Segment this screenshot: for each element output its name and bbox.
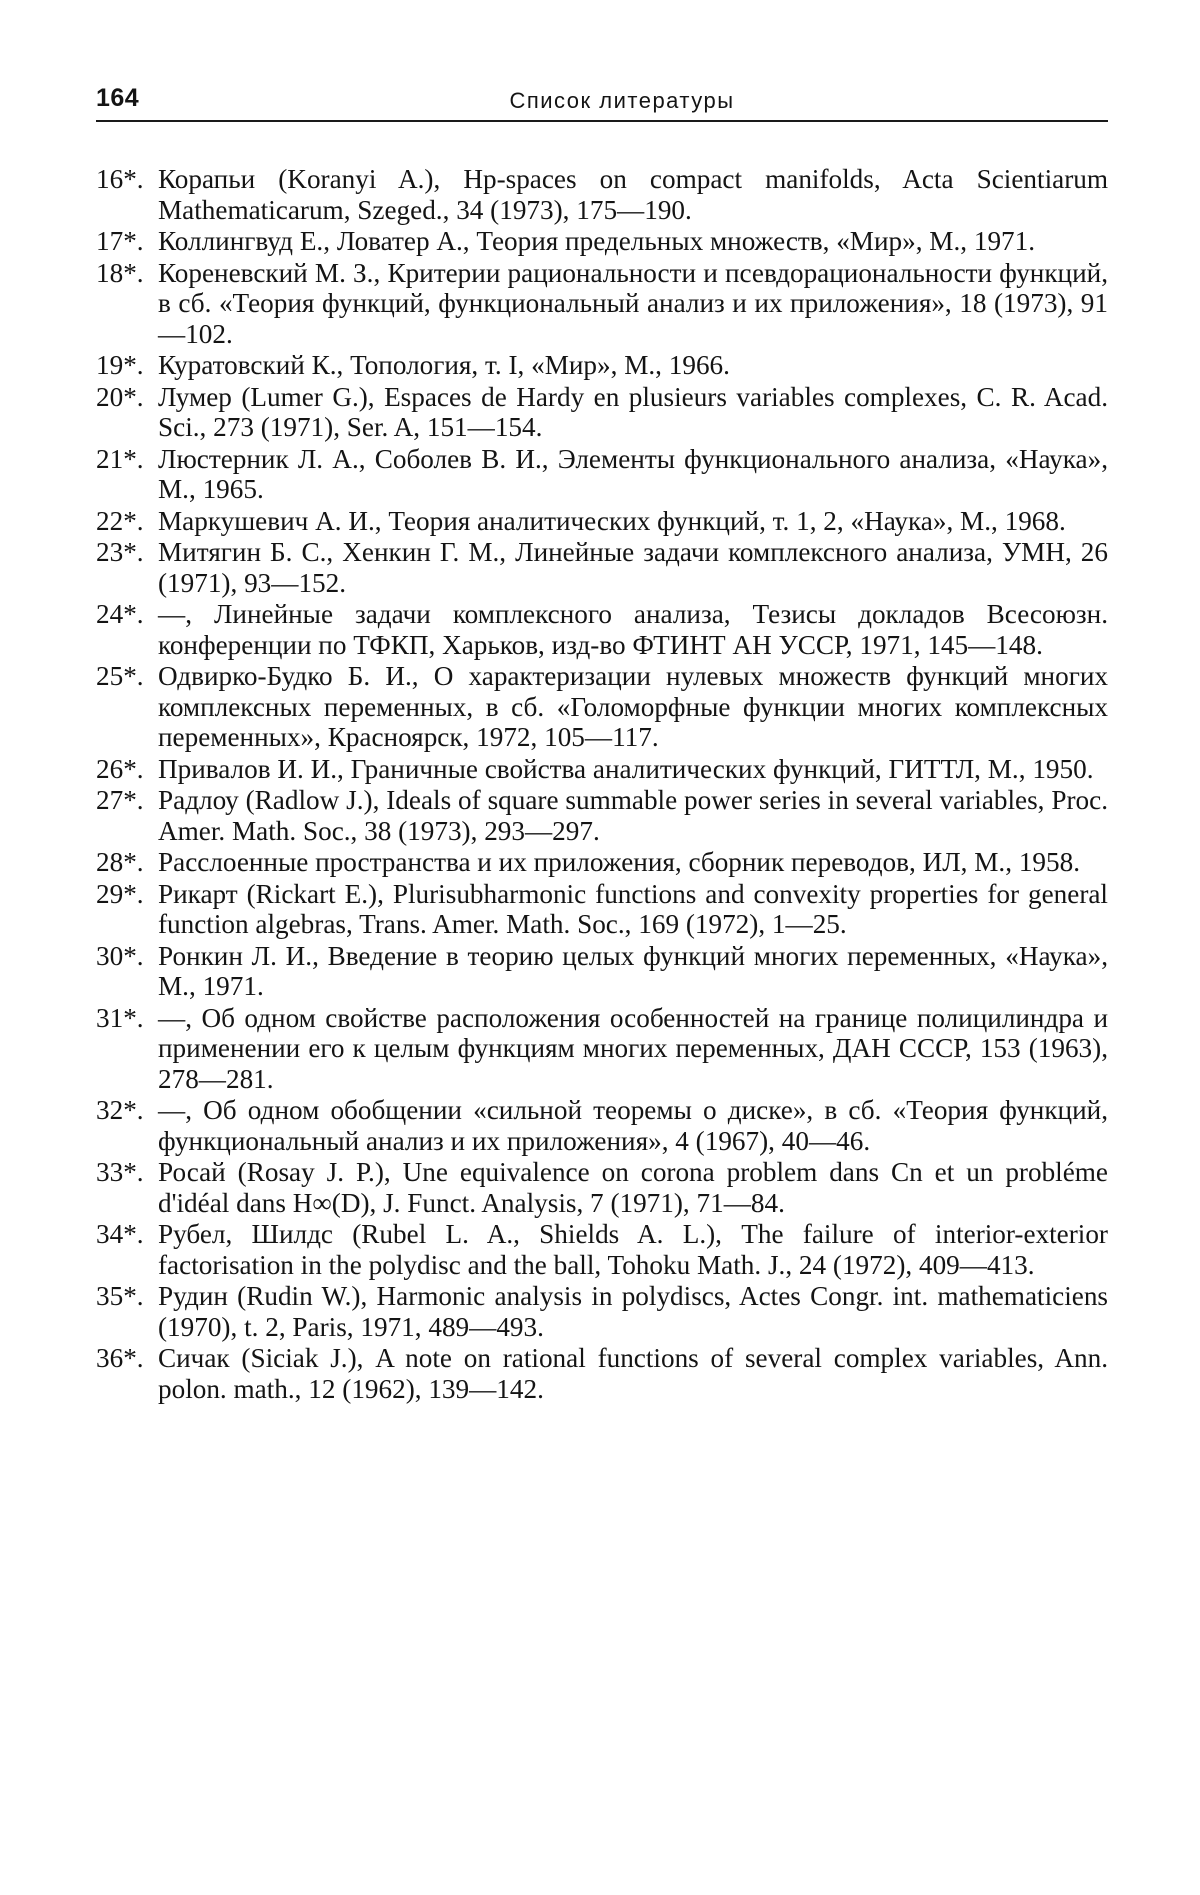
reference-text: Люстерник Л. А., Соболев В. И., Элементы функционального анализа, «Наука», М., 1965. [158,443,1108,504]
reference-text: Кореневский М. З., Критерии рациональности и псевдорациональности функций, в сб. «Теория функций, функциональный анализ и их приложения», 18 (1973), 91—102. [158,257,1108,349]
reference-number: 36*. [96,1343,144,1373]
reference-entry [96,1343,1108,1404]
reference-number: 32*. [96,1095,144,1125]
reference-entry [96,258,1108,350]
reference-entry [96,1219,1108,1280]
reference-entry [96,350,1108,381]
reference-number: 35*. [96,1281,144,1311]
reference-number: 33*. [96,1157,144,1187]
reference-text: Привалов И. И., Граничные свойства аналитических функций, ГИТТЛ, М., 1950. [158,753,1094,784]
reference-number: 29*. [96,878,144,909]
reference-text: Одвирко-Будко Б. И., О характеризации нулевых множеств функций многих комплексных переменных, в сб. «Голоморфные функции многих комплексных переменных», Красноярск, 1972, 105—117. [158,661,1108,752]
reference-text: Лумер (Lumer G.), Espaces de Hardy en plusieurs variables complexes, C. R. Acad. Sci., 273 (1971), Ser. A, 151—154. [158,381,1108,442]
reference-text: Корапьи (Koranyi A.), Hp-spaces on compact manifolds, Acta Scientiarum Mathematicarum, Szeged., 34 (1973), 175—190. [158,164,1108,225]
reference-entry [96,226,1108,257]
reference-entry [96,164,1108,225]
reference-text: Радлоу (Radlow J.), Ideals of square summable power series in several variables, Proc. Amer. Math. Soc., 38 (1973), 293—297. [158,785,1108,846]
reference-text: —, Об одном обобщении «сильной теоремы о диске», в сб. «Теория функций, функциональный анализ и их приложения», 4 (1967), 40—46. [158,1095,1108,1156]
reference-number: 31*. [96,1002,144,1033]
reference-text: Росай (Rosay J. P.), Une equivalence on corona problem dans Cn et un probléme d'idéal dans H∞(D), J. Funct. Analysis, 7 (1971), 71—84. [158,1157,1108,1218]
reference-entry [96,537,1108,598]
reference-entry [96,506,1108,537]
reference-number: 17*. [96,226,144,256]
reference-number: 34*. [96,1219,144,1249]
reference-entry [96,847,1108,878]
reference-text: —, Линейные задачи комплексного анализа, Тезисы докладов Всесоюзн. конференции по ТФКП, Харьков, изд-во ФТИНТ АН УССР, 1971, 145—148. [158,599,1108,660]
reference-entry [96,1281,1108,1342]
reference-text: Куратовский К., Топология, т. I, «Мир», М., 1966. [158,350,730,380]
page-header [96,84,1108,122]
reference-number: 23*. [96,537,144,567]
reference-text: Коллингвуд Е., Ловатер А., Теория предельных множеств, «Мир», М., 1971. [158,226,1036,256]
book-page [96,84,1108,1405]
reference-text: Расслоенные пространства и их приложения, сборник переводов, ИЛ, М., 1958. [158,847,1080,877]
reference-text: Рудин (Rudin W.), Harmonic analysis in polydiscs, Actes Congr. int. mathematiciens (1970), t. 2, Paris, 1971, 489—493. [158,1281,1108,1342]
reference-number: 25*. [96,661,144,691]
reference-entry [96,941,1108,1002]
reference-text: Рикарт (Rickart E.), Plurisubharmonic functions and convexity properties for general function algebras, Trans. Amer. Math. Soc., 169 (1972), 1—25. [158,878,1108,939]
reference-entry [96,1157,1108,1218]
reference-number: 19*. [96,350,144,380]
reference-text: Маркушевич А. И., Теория аналитических функций, т. 1, 2, «Наука», М., 1968. [158,505,1066,536]
reference-entry [96,661,1108,753]
reference-entry [96,785,1108,846]
reference-text: Рубел, Шилдс (Rubel L. A., Shields A. L.), The failure of interior-exterior factorisation in the polydisc and the ball, Tohoku Math. J., 24 (1972), 409—413. [158,1219,1108,1280]
reference-text: Ронкин Л. И., Введение в теорию целых функций многих переменных, «Наука», М., 1971. [158,940,1108,1001]
reference-number: 26*. [96,753,144,784]
reference-entry [96,444,1108,505]
reference-entry [96,599,1108,660]
reference-number: 27*. [96,785,144,815]
reference-number: 22*. [96,505,144,536]
reference-number: 20*. [96,381,144,412]
running-title: Список литературы [509,88,735,113]
reference-number: 24*. [96,599,144,629]
reference-text: Сичак (Siciak J.), A note on rational functions of several complex variables, Ann. polon. math., 12 (1962), 139—142. [158,1343,1108,1404]
reference-text: Митягин Б. С., Хенкин Г. М., Линейные задачи комплексного анализа, УМН, 26 (1971), 93—152. [158,537,1108,598]
reference-number: 21*. [96,443,144,474]
reference-entry [96,1095,1108,1156]
reference-entry [96,382,1108,443]
page-number: 164 [96,84,140,112]
reference-entry [96,879,1108,940]
reference-number: 28*. [96,847,144,877]
reference-number: 30*. [96,940,144,971]
reference-text: —, Об одном свойстве расположения особенностей на границе полицилиндра и применении его к целым функциям многих переменных, ДАН СССР, 153 (1963), 278—281. [158,1002,1108,1094]
reference-list [96,164,1108,1404]
reference-number: 18*. [96,257,144,288]
reference-number: 16*. [96,164,144,194]
reference-entry [96,1003,1108,1095]
reference-entry [96,754,1108,785]
